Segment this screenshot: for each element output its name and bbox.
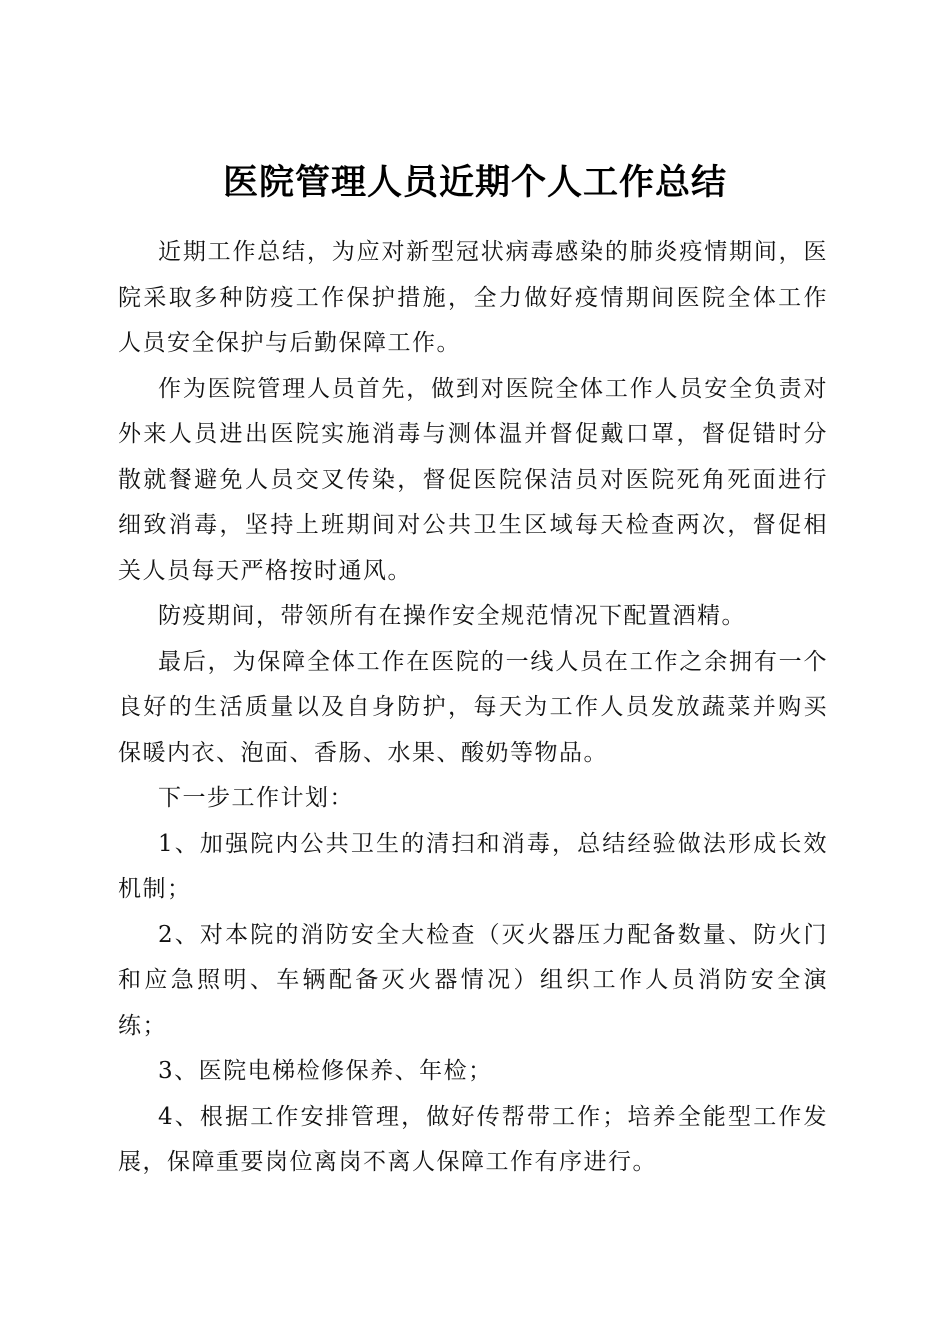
plan-item-3: 3、医院电梯检修保养、年检； [158,1058,493,1084]
plan-item-1: 1、加强院内公共卫生的清扫和消毒，总结经验做法形成长效机制； [118,830,828,902]
document-body [118,230,828,1186]
paragraph-next-plan-heading: 下一步工作计划： [158,785,354,811]
paragraph-staff-welfare: 最后，为保障全体工作在医院的一线人员在工作之余拥有一个良好的生活质量以及自身防护，每天为工作人员发放蔬菜并购买保暖内衣、泡面、香肠、水果、酸奶等物品。 [118,648,828,766]
plan-item-2: 2、对本院的消防安全大检查（灭火器压力配备数量、防火门和应急照明、车辆配备灭火器情况）组织工作人员消防安全演练； [118,921,828,1039]
paragraph-alcohol-prep: 防疫期间，带领所有在操作安全规范情况下配置酒精。 [158,603,746,629]
paragraph-intro: 近期工作总结，为应对新型冠状病毒感染的肺炎疫情期间，医院采取多种防疫工作保护措施，全力做好疫情期间医院全体工作人员安全保护与后勤保障工作。 [118,239,828,356]
paragraph-management-duties: 作为医院管理人员首先，做到对医院全体工作人员安全负责对外来人员进出医院实施消毒与测体温并督促戴口罩，督促错时分散就餐避免人员交叉传染，督促医院保洁员对医院死角死面进行细致消毒，坚持上班期间对公共卫生区域每天检查两次，督促相关人员每天严格按时通风。 [118,375,828,584]
plan-item-4: 4、根据工作安排管理，做好传帮带工作；培养全能型工作发展，保障重要岗位离岗不离人保障工作有序进行。 [118,1103,828,1175]
document-title: 医院管理人员近期个人工作总结 [222,162,727,204]
